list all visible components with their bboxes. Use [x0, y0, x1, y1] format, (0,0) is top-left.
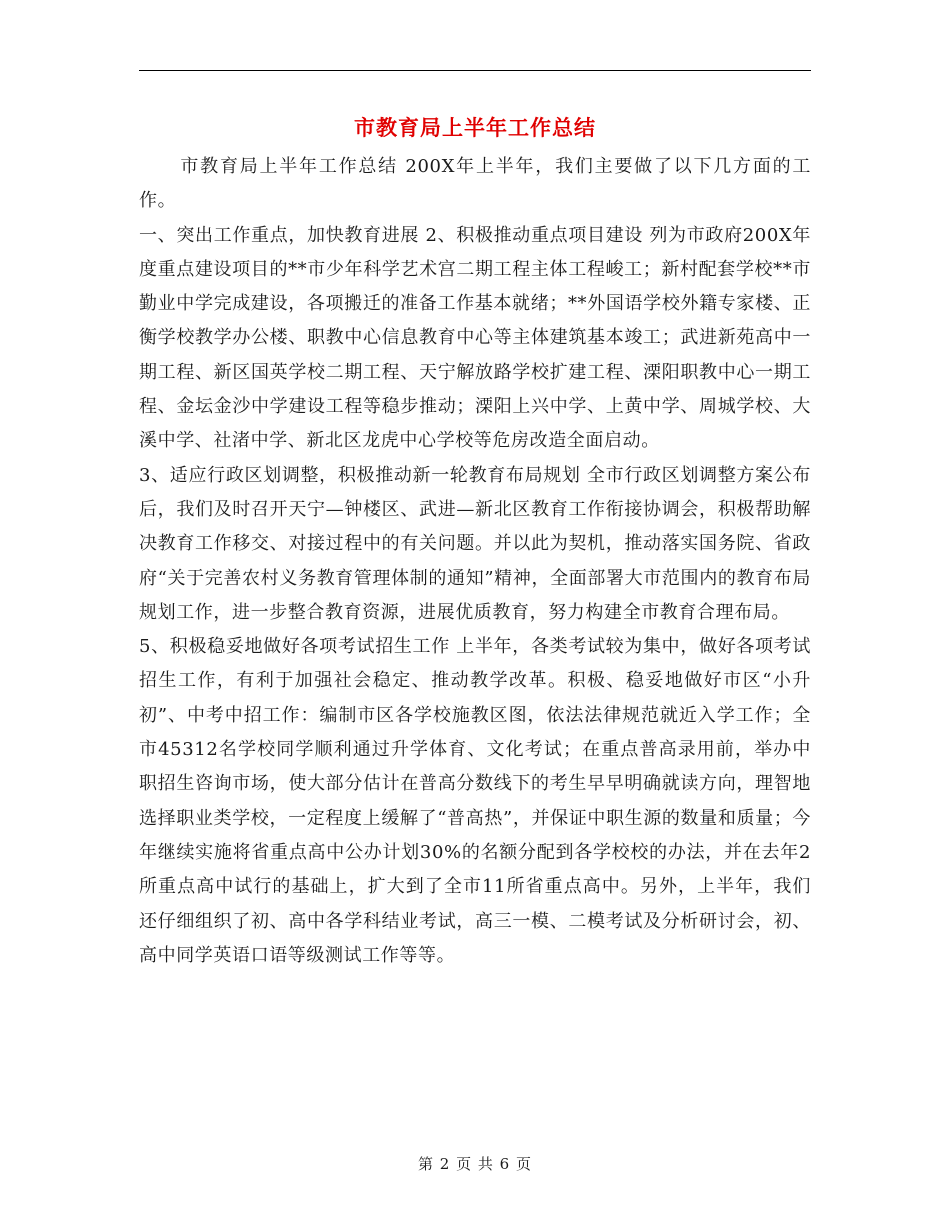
header-rule	[139, 70, 811, 71]
paragraph-section-3: 3、适应行政区划调整，积极推动新一轮教育布局规划 全市行政区划调整方案公布后，我们及时召开天宁—钟楼区、武进—新北区教育工作衔接协调会，积极帮助解决教育工作移交、对接过程中的有关问题。并以此为契机，推动落实国务院、省政府“关于完善农村义务教育管理体制的通知”精神，全面部署大市范围内的教育布局规划工作，进一步整合教育资源，进展优质教育，努力构建全市教育合理布局。	[139, 464, 811, 623]
paragraph-section-1: 一、突出工作重点，加快教育进展 2、积极推动重点项目建设 列为市政府200X年度重点建设项目的**市少年科学艺术宫二期工程主体工程峻工；新村配套学校**市勤业中学完成建设，各项搬迁的准备工作基本就绪；**外国语学校外籍专家楼、正衡学校教学办公楼、职教中心信息教育中心等主体建筑基本竣工；武进新苑高中一期工程、新区国英学校二期工程、天宁解放路学校扩建工程、溧阳职教中心一期工程、金坛金沙中学建设工程等稳步推动；溧阳上兴中学、上黄中学、周城学校、大溪中学、社渚中学、新北区龙虎中心学校等危房改造全面启动。	[139, 224, 811, 452]
document-title: 市教育局上半年工作总结	[354, 115, 596, 140]
paragraph-section-5: 5、积极稳妥地做好各项考试招生工作 上半年，各类考试较为集中，做好各项考试招生工作，有利于加强社会稳定、推动教学改革。积极、稳妥地做好市区“小升初”、中考中招工作：编制市区各学校施教区图，依法法律规范就近入学工作；全市45312名学校同学顺利通过升学体育、文化考试；在重点普高录用前，举办中职招生咨询市场，使大部分估计在普高分数线下的考生早早明确就读方向，理智地选择职业类学校，一定程度上缓解了“普高热”，并保证中职生源的数量和质量；今年继续实施将省重点高中公办计划30%的名额分配到各学校校的办法，并在去年2所重点高中试行的基础上，扩大到了全市11所省重点高中。另外，上半年，我们还仔细组织了初、高中各学科结业考试，高三一模、二模考试及分析研讨会，初、高中同学英语口语等级测试工作等等。	[139, 636, 811, 966]
document-body	[139, 150, 811, 973]
paragraph-intro: 市教育局上半年工作总结 200X年上半年，我们主要做了以下几方面的工作。	[139, 156, 811, 212]
page-number: 第 2 页 共 6 页	[418, 1155, 532, 1173]
